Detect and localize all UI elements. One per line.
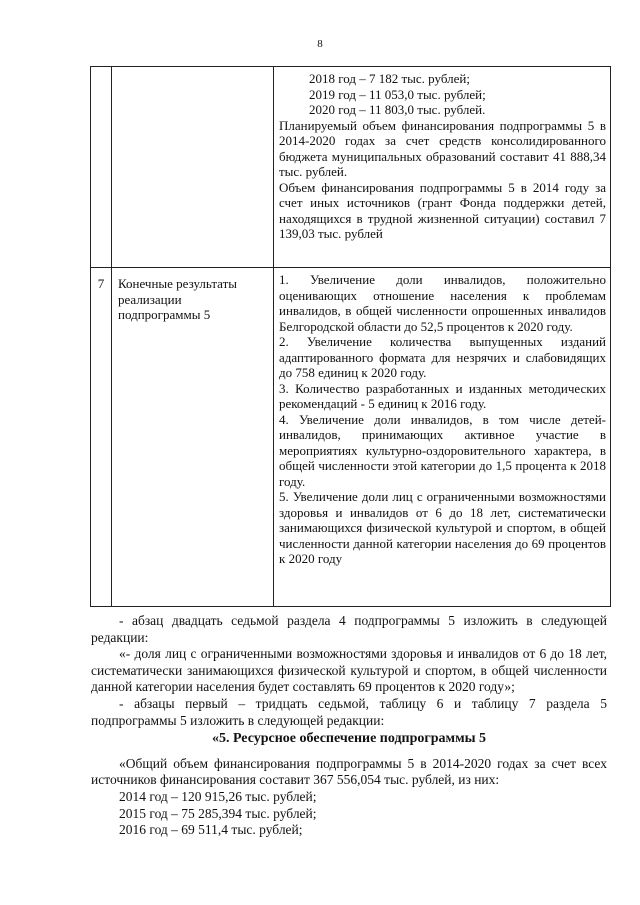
- result-item: 1. Увеличение доли инвалидов, положительно оценивающих отношение населения к проблемам инвалидов, в общей численности опрошенных инвалидов Белгородской области до 52,5 процентов к 2020 году.: [279, 272, 606, 334]
- funding-municipal-paragraph: Планируемый объем финансирования подпрограммы 5 в 2014-2020 годах за счет средств консолидированного бюджета муниципальных образований составит 41 888,34 тыс. рублей.: [279, 117, 606, 179]
- paragraph: - абзацы первый – тридцать седьмой, таблицу 6 и таблицу 7 раздела 5 подпрограммы 5 изложить в следующей редакции:: [91, 695, 607, 728]
- year-line: 2016 год – 69 511,4 тыс. рублей;: [119, 822, 303, 838]
- paragraph: «- доля лиц с ограниченными возможностями здоровья и инвалидов от 6 до 18 лет, систематически занимающихся физической культурой и спортом, в общей численности данной категории населения будет составлять 69 процентов к 2020 году»;: [91, 646, 607, 695]
- table-cell-number: [91, 268, 112, 607]
- table-cell-number: [91, 67, 112, 268]
- result-item: 4. Увеличение доли инвалидов, в том числе детей-инвалидов, принимающих активное участие в мероприятиях культурно-оздоровительного характера, в общей численности этой категории до 1,5 процента к 2018 году.: [279, 411, 606, 489]
- row-number: 7: [97, 276, 105, 291]
- table-cell-name: [112, 268, 274, 607]
- table-cell-content: [274, 67, 611, 268]
- table-row: [91, 268, 611, 607]
- result-item: 3. Количество разработанных и изданных методических рекомендаций - 5 единиц к 2016 году.: [279, 380, 606, 411]
- result-item: 2. Увеличение количества выпущенных изданий адаптированного формата для незрячих и слабовидящих до 758 единиц к 2020 году.: [279, 334, 606, 380]
- funding-other-sources-paragraph: Объем финансирования подпрограммы 5 в 2014 году за счет иных источников (грант Фонда поддержки детей, находящихся в трудной жизненной ситуации) составил 7 139,03 тыс. рублей: [279, 179, 606, 241]
- paragraph: «Общий объем финансирования подпрограммы 5 в 2014-2020 годах за счет всех источников финансирования составит 367 556,054 тыс. рублей, из них:: [91, 755, 607, 788]
- funding-line-2018: 2018 год – 7 182 тыс. рублей;: [309, 71, 470, 86]
- result-item: 5. Увеличение доли лиц с ограниченными возможностями здоровья и инвалидов от 6 до 18 лет, систематически занимающихся физической культурой и спортом, в общей численности данной категории населения до 69 процентов к 2020 году: [279, 489, 606, 566]
- section-heading: «5. Ресурсное обеспечение подпрограммы 5: [211, 731, 487, 747]
- page-number: 8: [317, 38, 323, 50]
- document-body: [91, 613, 607, 839]
- funding-line-2019: 2019 год – 11 053,0 тыс. рублей;: [309, 86, 486, 102]
- row-name: Конечные результаты реализации подпрограммы 5: [118, 276, 238, 322]
- year-line: 2015 год – 75 285,394 тыс. рублей;: [119, 805, 317, 821]
- table-cell-content: [274, 268, 611, 607]
- passport-table: [90, 66, 611, 607]
- funding-line-2020: 2020 год – 11 803,0 тыс. рублей.: [309, 102, 486, 117]
- table-row: [91, 67, 611, 268]
- table-cell-name: [112, 67, 274, 268]
- year-line: 2014 год – 120 915,26 тыс. рублей;: [119, 788, 317, 804]
- paragraph: - абзац двадцать седьмой раздела 4 подпрограммы 5 изложить в следующей редакции:: [91, 613, 607, 645]
